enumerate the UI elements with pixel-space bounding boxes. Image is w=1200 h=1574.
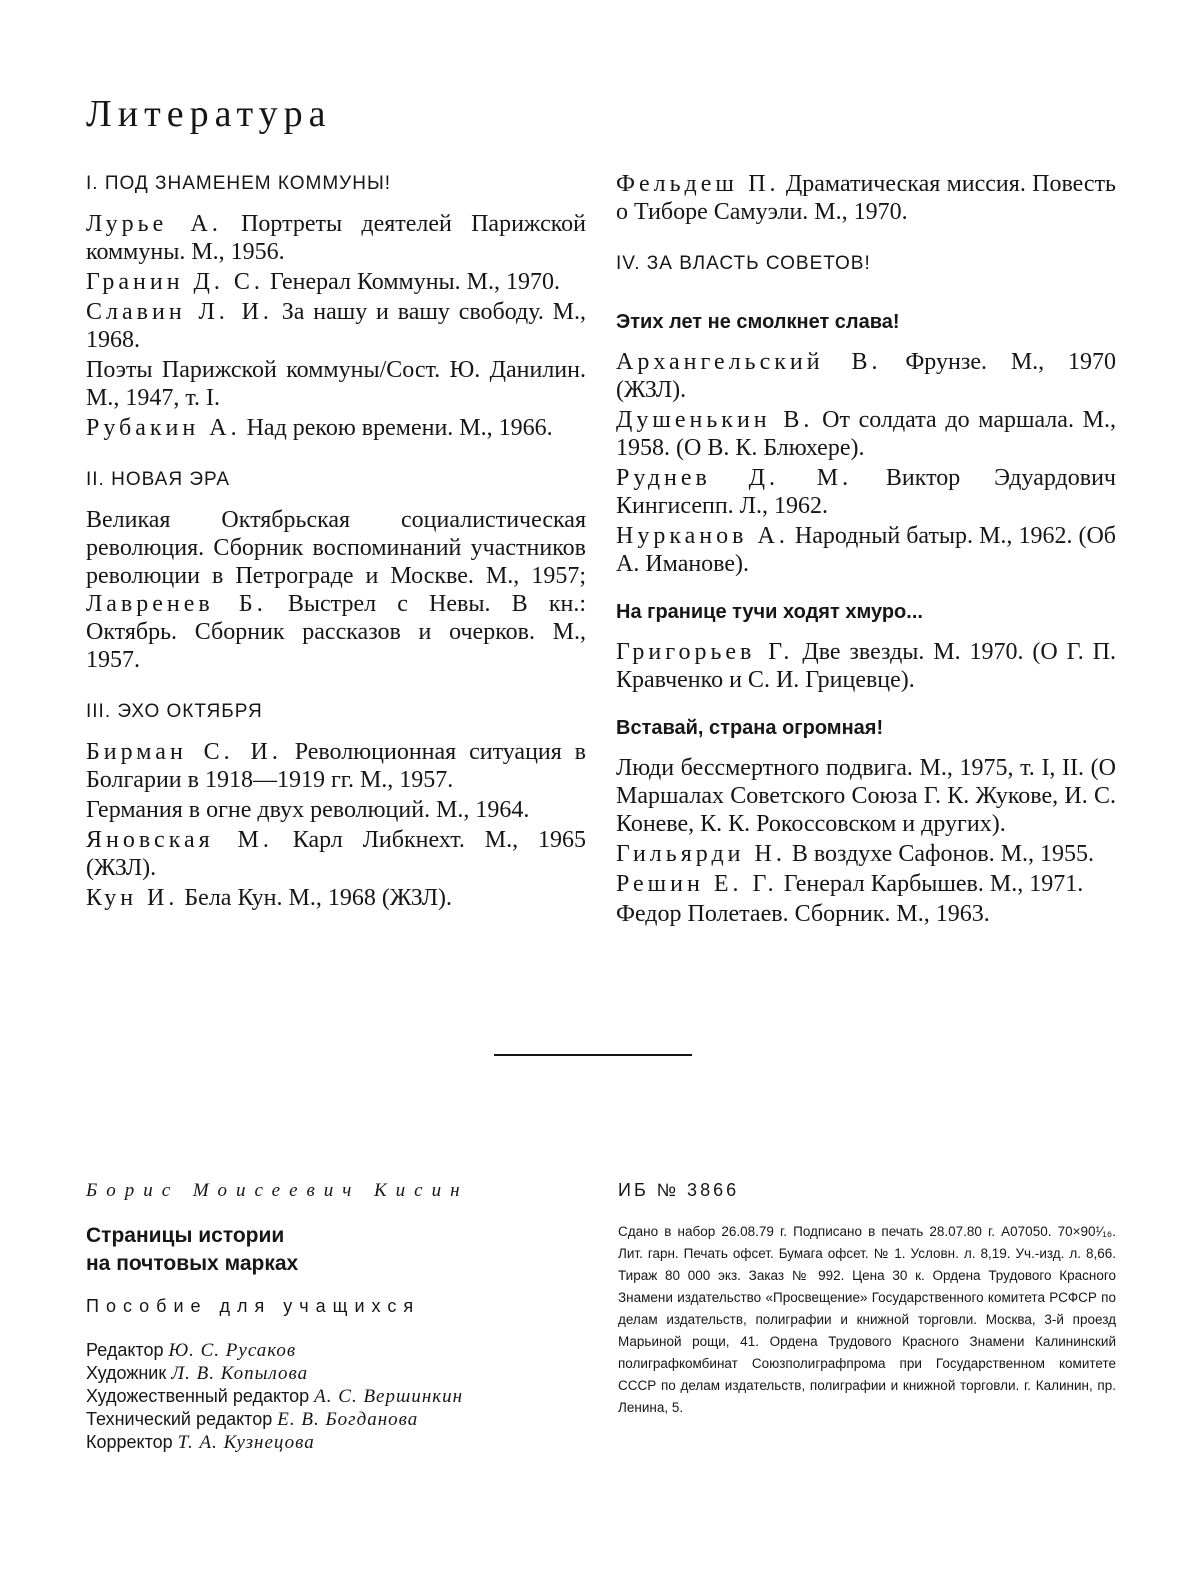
bib-entry: Решин Е. Г. Генерал Карбышев. М., 1971. — [616, 871, 1084, 897]
bib-entry: Гранин Д. С. Генерал Коммуны. М., 1970. — [86, 269, 561, 295]
imprint-colophon — [618, 1180, 1118, 1419]
bib-entry: Руднев Д. М. Виктор Эдуардович Кингисепп. Л., 1962. — [616, 465, 1116, 519]
bib-entry: Бирман С. И. Революционная ситуация в Болгарии в 1918—1919 гг. М., 1957. — [86, 739, 586, 793]
page-title: Литература — [86, 93, 332, 135]
book-subtitle: Пособие для учащихся — [86, 1296, 421, 1316]
bibliography-left-column — [86, 170, 586, 914]
bib-entry: Гильярди Н. В воздухе Сафонов. М., 1955. — [616, 841, 1095, 867]
book-author: Борис Моисеевич Кисин — [86, 1180, 469, 1201]
sub-heading-3: Вставай, страна огромная! — [616, 717, 884, 739]
bib-entry: Федор Полетаев. Сборник. М., 1963. — [616, 901, 990, 927]
bibliography-right-column — [616, 170, 1116, 930]
bib-entry: Яновская М. Карл Либкнехт. М., 1965 (ЖЗЛ). — [86, 827, 586, 881]
bib-entry: Поэты Парижской коммуны/Сост. Ю. Данилин. М., 1947, т. I. — [86, 357, 586, 411]
section-heading-3: III. ЭХО ОКТЯБРЯ — [86, 701, 263, 722]
credit-line: Художественный редактор А. С. Вершинкин — [86, 1386, 464, 1407]
bib-entry: Германия в огне двух революций. М., 1964. — [86, 797, 530, 823]
bib-entry: Люди бессмертного подвига. М., 1975, т. I, II. (О Маршалах Советского Союза Г. К. Жукове, И. С. Коневе, К. К. Рокоссовском и других). — [616, 755, 1116, 837]
section-heading-2: II. НОВАЯ ЭРА — [86, 469, 231, 490]
bib-entry: Фельдеш П. Драматическая миссия. Повесть о Тиборе Самуэли. М., 1970. — [616, 171, 1117, 225]
credit-line: Художник Л. В. Копылова — [86, 1363, 309, 1384]
section-heading-1: I. ПОД ЗНАМЕНЕМ КОММУНЫ! — [86, 173, 392, 194]
bib-entry: Славин Л. И. За нашу и вашу свободу. М., 1968. — [86, 299, 587, 353]
credit-line: Корректор Т. А. Кузнецова — [86, 1432, 315, 1453]
bib-entry: Великая Октябрьская социалистическая революция. Сборник воспоминаний участников революции в Петрограде и Москве. М., 1957; Лавренев Б. Выстрел с Невы. В кн.: Октябрь. Сборник рассказов и очерков. М., 1957. — [86, 507, 587, 673]
section-heading-4: IV. ЗА ВЛАСТЬ СОВЕТОВ! — [616, 253, 871, 274]
bib-entry: Кун И. Бела Кун. М., 1968 (ЖЗЛ). — [86, 885, 452, 911]
bib-entry: Лурье А. Портреты деятелей Парижской коммуны. М., 1956. — [86, 211, 587, 265]
bib-entry: Душенькин В. От солдата до маршала. М., 1958. (О В. К. Блюхере). — [616, 407, 1117, 461]
credit-line: Редактор Ю. С. Русаков — [86, 1340, 297, 1361]
book-title: Страницы истории на почтовых марках — [86, 1224, 299, 1275]
credit-line: Технический редактор Е. В. Богданова — [86, 1409, 419, 1430]
section-divider — [494, 1054, 692, 1056]
colophon-text: Сдано в набор 26.08.79 г. Подписано в печать 28.07.80 г. А07050. 70×90¹⁄₁₆. Лит. гарн. Печать офсет. Бумага офсет. № 1. Условн. л. 8,19. Уч.-изд. л. 8,66. Тираж 80 000 экз. Заказ № 992. Цена 30 к. Ордена Трудового Красного Знамени издательство «Просвещение» Государственного комитета РСФСР по делам издательств, полиграфии и книжной торговли. Москва, 3-й проезд Марьиной рощи, 41. Ордена Трудового Красного Знамени Калининский полиграфкомбинат Союзполиграфпрома при Государственном комитете СССР по делам издательств, полиграфии и книжной торговли. г. Калинин, пр. Ленина, 5. — [618, 1224, 1116, 1415]
sub-heading-2: На границе тучи ходят хмуро... — [616, 601, 923, 623]
bib-entry: Григорьев Г. Две звезды. М. 1970. (О Г. П. Кравченко и С. И. Грицевце). — [616, 639, 1116, 693]
bib-entry: Рубакин А. Над рекою времени. М., 1966. — [86, 415, 553, 441]
imprint-credits — [86, 1180, 586, 1454]
ib-number: ИБ № 3866 — [618, 1180, 740, 1200]
bib-entry: Архангельский В. Фрунзе. М., 1970 (ЖЗЛ). — [616, 349, 1117, 403]
bib-entry: Нурканов А. Народный батыр. М., 1962. (Об А. Иманове). — [616, 523, 1117, 577]
sub-heading-1: Этих лет не смолкнет слава! — [616, 311, 900, 333]
